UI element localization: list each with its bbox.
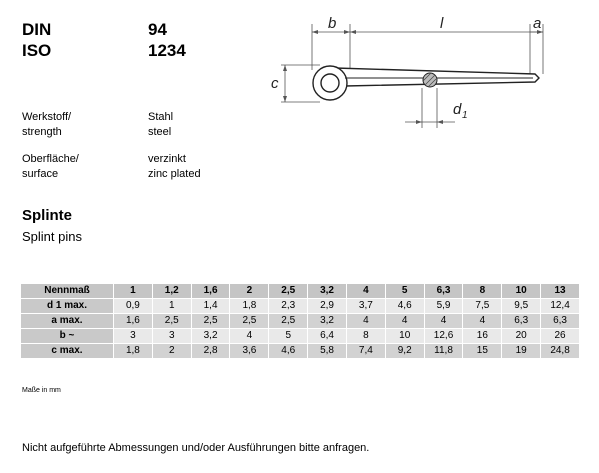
table-cell: 4 xyxy=(424,314,463,329)
table-cell: 2,5 xyxy=(191,314,230,329)
table-cell: 2,5 xyxy=(152,314,191,329)
label-b: b xyxy=(328,15,337,32)
table-cell: 6,4 xyxy=(308,329,347,344)
table-row xyxy=(21,344,580,359)
header-cell-size: 10 xyxy=(502,284,541,299)
table-cell: 2,5 xyxy=(230,314,269,329)
surface-label-en: surface xyxy=(22,168,59,180)
table-cell: 24,8 xyxy=(541,344,580,359)
table-cell: 6,3 xyxy=(502,314,541,329)
header-cell-size: 5 xyxy=(385,284,424,299)
table-row xyxy=(21,329,580,344)
surface-value-en: zinc plated xyxy=(148,168,201,180)
table-cell: 2,9 xyxy=(308,299,347,314)
label-c: c xyxy=(271,75,279,92)
table-cell: 7,4 xyxy=(346,344,385,359)
material-value-en: steel xyxy=(148,126,172,138)
label-a: a xyxy=(533,15,542,32)
table-cell: 1,6 xyxy=(114,314,153,329)
footer-note: Nicht aufgeführte Abmessungen und/oder Ausführungen bitte anfragen. xyxy=(22,442,370,454)
row-label: b ~ xyxy=(21,329,114,344)
table-cell: 4 xyxy=(385,314,424,329)
row-label: d 1 max. xyxy=(21,299,114,314)
surface-value-de: verzinkt xyxy=(148,153,186,165)
table-cell: 1,8 xyxy=(230,299,269,314)
label-d: d xyxy=(453,101,462,118)
table-cell: 5,9 xyxy=(424,299,463,314)
row-label: a max. xyxy=(21,314,114,329)
split-pin-drawing xyxy=(265,10,595,135)
surface-label xyxy=(22,152,79,182)
material-label-en: strength xyxy=(22,126,62,138)
table-cell: 10 xyxy=(385,329,424,344)
table-cell: 8 xyxy=(346,329,385,344)
header-cell-size: 8 xyxy=(463,284,502,299)
table-cell: 4 xyxy=(230,329,269,344)
table-cell: 3 xyxy=(114,329,153,344)
label-d-sub: 1 xyxy=(462,110,468,121)
table-row xyxy=(21,299,580,314)
iso-label: ISO xyxy=(22,41,52,60)
table-cell: 2 xyxy=(152,344,191,359)
table-cell: 19 xyxy=(502,344,541,359)
label-l: l xyxy=(440,15,444,32)
table-cell: 7,5 xyxy=(463,299,502,314)
header-cell-size: 3,2 xyxy=(308,284,347,299)
table-cell: 6,3 xyxy=(541,314,580,329)
table-cell: 12,4 xyxy=(541,299,580,314)
table-cell: 9,2 xyxy=(385,344,424,359)
table-cell: 0,9 xyxy=(114,299,153,314)
table-cell: 15 xyxy=(463,344,502,359)
row-label: c max. xyxy=(21,344,114,359)
header-cell-size: 2 xyxy=(230,284,269,299)
iso-value: 1234 xyxy=(148,41,186,60)
surface-label-de: Oberfläche/ xyxy=(22,153,79,165)
table-cell: 2,3 xyxy=(269,299,308,314)
material-label-de: Werkstoff/ xyxy=(22,111,72,123)
table-cell: 2,5 xyxy=(269,314,308,329)
table-cell: 4,6 xyxy=(385,299,424,314)
table-cell: 26 xyxy=(541,329,580,344)
table-cell: 3,2 xyxy=(191,329,230,344)
table-cell: 5,8 xyxy=(308,344,347,359)
header-cell-size: 1,6 xyxy=(191,284,230,299)
table-header-row xyxy=(21,284,580,299)
table-row xyxy=(21,314,580,329)
table-cell: 2,8 xyxy=(191,344,230,359)
table-cell: 4 xyxy=(463,314,502,329)
table-cell: 9,5 xyxy=(502,299,541,314)
header-cell-size: 2,5 xyxy=(269,284,308,299)
header-cell-size: 4 xyxy=(346,284,385,299)
table-cell: 1,4 xyxy=(191,299,230,314)
table-cell: 3,2 xyxy=(308,314,347,329)
header-cell-size: 13 xyxy=(541,284,580,299)
header-cell-size: 1 xyxy=(114,284,153,299)
table-cell: 3,7 xyxy=(346,299,385,314)
units-note: Maße in mm xyxy=(22,387,61,394)
table-cell: 1 xyxy=(152,299,191,314)
header-cell-size: 6,3 xyxy=(424,284,463,299)
table-cell: 5 xyxy=(269,329,308,344)
table-cell: 3,6 xyxy=(230,344,269,359)
din-label: DIN xyxy=(22,20,52,39)
product-subtitle: Splint pins xyxy=(22,229,82,244)
table-cell: 3 xyxy=(152,329,191,344)
table-cell: 16 xyxy=(463,329,502,344)
table-cell: 1,8 xyxy=(114,344,153,359)
table-cell: 4,6 xyxy=(269,344,308,359)
material-value-de: Stahl xyxy=(148,111,174,123)
header-cell-label: Nennmaß xyxy=(21,284,114,299)
surface-value xyxy=(148,152,201,182)
dimension-table xyxy=(20,283,580,359)
table-cell: 11,8 xyxy=(424,344,463,359)
table-cell: 12,6 xyxy=(424,329,463,344)
product-title: Splinte xyxy=(22,207,73,224)
table-cell: 4 xyxy=(346,314,385,329)
din-value: 94 xyxy=(148,20,167,39)
table-cell: 20 xyxy=(502,329,541,344)
material-label xyxy=(22,110,71,140)
header-cell-size: 1,2 xyxy=(152,284,191,299)
material-value xyxy=(148,110,173,140)
